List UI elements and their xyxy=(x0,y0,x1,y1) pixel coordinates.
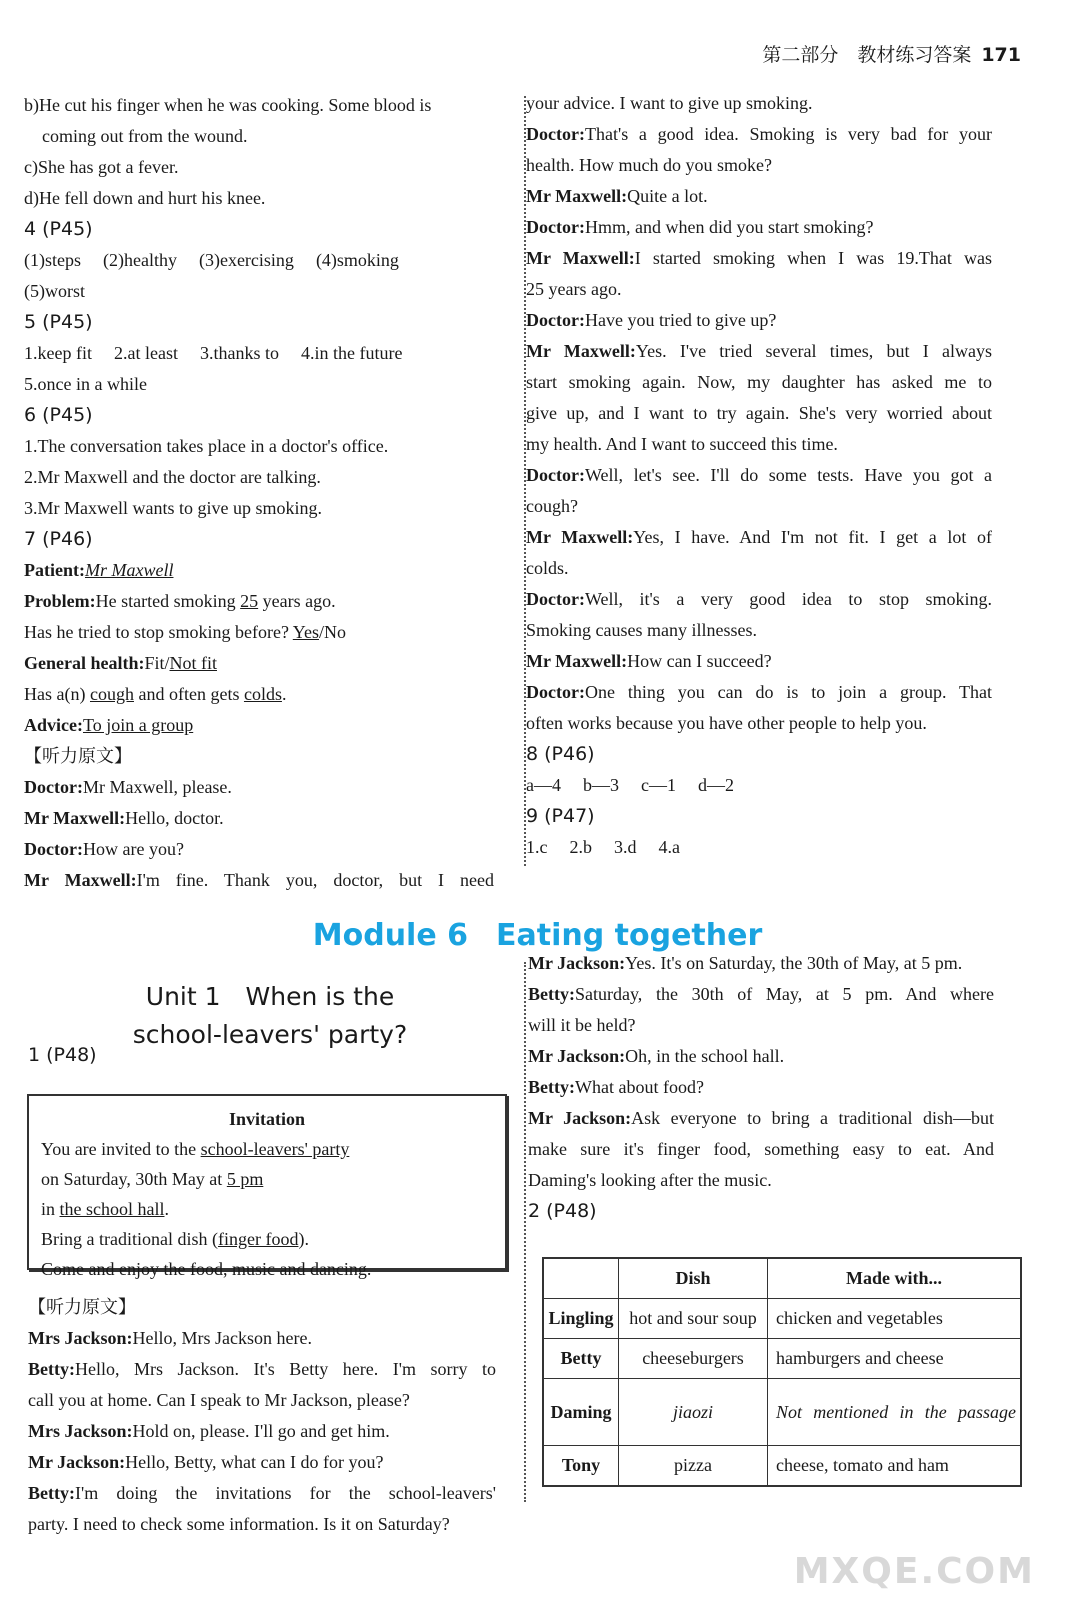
answer-item: 4.a xyxy=(658,837,680,857)
text: Yes. It's on Saturday, the 30th of May, at 5 pm. xyxy=(625,953,963,973)
speaker-label: Doctor: xyxy=(526,465,585,485)
text-line xyxy=(24,121,494,152)
text: Hold on, please. I'll go and get him. xyxy=(132,1421,390,1441)
text: in xyxy=(41,1199,60,1219)
answer-item: b—3 xyxy=(583,775,619,795)
text-line xyxy=(526,429,992,460)
text-line xyxy=(24,834,494,865)
answer: school-leavers' party xyxy=(200,1139,350,1159)
text: Hello, Betty, what can I do for you? xyxy=(125,1452,384,1472)
table-row xyxy=(543,1446,1021,1487)
text: Hmm, and when did you start smoking? xyxy=(584,217,874,237)
text: You are invited to the xyxy=(41,1139,201,1159)
text: party. I need to check some information. Is it on Saturday? xyxy=(28,1514,450,1534)
text: 4 (P45) xyxy=(24,218,93,240)
section-label xyxy=(24,400,494,431)
text-line xyxy=(24,617,494,648)
text-line xyxy=(526,584,992,615)
text-line xyxy=(24,90,494,121)
text-line xyxy=(24,741,494,772)
text: 25 years ago. xyxy=(526,279,622,299)
answer: Yes xyxy=(292,622,319,642)
right-column-top xyxy=(526,88,992,863)
speaker-label: Doctor: xyxy=(526,310,585,330)
answer-item: 2.b xyxy=(569,837,592,857)
text-line xyxy=(526,615,992,646)
table-row xyxy=(543,1339,1021,1379)
text: 6 (P45) xyxy=(24,404,93,426)
speaker-label: Betty: xyxy=(28,1483,75,1503)
text-line xyxy=(526,88,992,119)
text: call you at home. Can I speak to Mr Jackson, please? xyxy=(28,1390,410,1410)
answer: To join a group xyxy=(82,715,194,735)
text-line xyxy=(526,274,992,305)
answer-item: 4.in the future xyxy=(300,343,403,363)
student-name-cell: Daming xyxy=(543,1379,619,1446)
text: d)He fell down and hurt his knee. xyxy=(24,188,266,208)
speaker-label: Mr Maxwell: xyxy=(526,527,634,547)
text-line xyxy=(528,1041,994,1072)
speaker-label: Doctor: xyxy=(526,217,585,237)
speaker-label: Mr Jackson: xyxy=(28,1452,126,1472)
section-label xyxy=(526,739,992,770)
text-line xyxy=(528,1165,994,1196)
text: I started smoking when I was 19.That was xyxy=(634,248,992,268)
made-with-cell: hamburgers and cheese xyxy=(768,1339,1022,1379)
text: One thing you can do is to join a group. That xyxy=(584,682,992,702)
made-with-cell: Not mentioned in the passage xyxy=(768,1379,1022,1446)
text: Smoking causes many illnesses. xyxy=(526,620,757,640)
section-label xyxy=(24,524,494,555)
speaker-label: Advice: xyxy=(24,715,83,735)
text-line xyxy=(24,648,494,679)
table-row xyxy=(543,1299,1021,1339)
answer-item: c—1 xyxy=(641,775,676,795)
text-line xyxy=(24,772,494,803)
speaker-label: Mr Jackson: xyxy=(528,1108,632,1128)
module-number: Module 6 xyxy=(312,918,468,953)
text: 【听力原文】 xyxy=(28,1297,136,1317)
speaker-label: Doctor: xyxy=(24,839,83,859)
text: 9 (P47) xyxy=(526,805,595,827)
text-line xyxy=(526,491,992,522)
text-line xyxy=(526,336,992,367)
invitation-line xyxy=(41,1194,493,1224)
speaker-label: Mr Jackson: xyxy=(528,953,626,973)
text-line xyxy=(24,586,494,617)
text-line xyxy=(28,1323,496,1354)
text: I'm doing the invitations for the school-leavers' xyxy=(74,1483,496,1503)
answer: 5 pm xyxy=(226,1169,264,1189)
text-line xyxy=(528,979,994,1010)
text: 5.once in a while xyxy=(24,374,147,394)
text: That's a good idea. Smoking is very bad for your xyxy=(584,124,992,144)
text: Well, let's see. I'll do some tests. Have you got a xyxy=(584,465,992,485)
table-header-cell: Made with... xyxy=(768,1258,1022,1299)
section-label xyxy=(24,307,494,338)
text-line xyxy=(28,1292,496,1323)
text-line xyxy=(528,1134,994,1165)
answer: 25 xyxy=(240,591,259,611)
column-divider-bottom xyxy=(524,962,526,1502)
unit-title-line2: school-leavers' party? xyxy=(132,1020,408,1049)
answer-item: (2)healthy xyxy=(103,250,177,270)
answer-item: d—2 xyxy=(698,775,734,795)
text-line xyxy=(528,1072,994,1103)
section-label xyxy=(24,214,494,245)
text: Mr Maxwell, please. xyxy=(82,777,232,797)
text: my health. And I want to succeed this time. xyxy=(526,434,838,454)
text-line xyxy=(24,183,494,214)
page-header xyxy=(762,40,1021,67)
text-line xyxy=(526,646,992,677)
text: Oh, in the school hall. xyxy=(625,1046,785,1066)
text: I'm fine. Thank you, doctor, but I need xyxy=(136,870,494,890)
answer: finger food xyxy=(217,1229,299,1249)
text-line xyxy=(24,431,494,462)
text-line xyxy=(28,1478,496,1509)
text-line xyxy=(24,555,494,586)
speaker-label: Patient: xyxy=(24,560,85,580)
text: b)He cut his finger when he was cooking. Some blood is xyxy=(24,95,432,115)
text-line xyxy=(526,708,992,739)
text-line xyxy=(24,679,494,710)
watermark: MXQE.COM xyxy=(793,1551,1035,1592)
answer-item: 1.c xyxy=(526,837,548,857)
speaker-label: Doctor: xyxy=(526,589,585,609)
text: coming out from the wound. xyxy=(42,126,248,146)
text-line xyxy=(526,181,992,212)
text-line xyxy=(24,493,494,524)
answer-item: 3.thanks to xyxy=(199,343,279,363)
text-line xyxy=(528,948,994,979)
speaker-label: Doctor: xyxy=(526,124,585,144)
text-line xyxy=(24,369,494,400)
dish-cell: hot and sour soup xyxy=(619,1299,768,1339)
text-line xyxy=(28,1385,496,1416)
speaker-label: Doctor: xyxy=(526,682,585,702)
table-header-row xyxy=(543,1258,1021,1299)
answer: Mr Maxwell xyxy=(84,560,174,580)
text: Has a(n) xyxy=(24,684,90,704)
text: Well, it's a very good idea to stop smoking. xyxy=(584,589,992,609)
speaker-label: Betty: xyxy=(28,1359,75,1379)
text: . xyxy=(281,684,287,704)
text: Quite a lot. xyxy=(627,186,708,206)
text-line xyxy=(526,832,992,863)
text-line xyxy=(526,305,992,336)
answer-item: 3.d xyxy=(614,837,637,857)
dish-cell: cheeseburgers xyxy=(619,1339,768,1379)
module-name: Eating together xyxy=(496,918,763,953)
speaker-label: Mr Maxwell: xyxy=(526,248,635,268)
text: 5 (P45) xyxy=(24,311,93,333)
text-line xyxy=(526,677,992,708)
column-divider-top xyxy=(524,96,526,866)
text-line xyxy=(28,1447,496,1478)
text: 2.Mr Maxwell and the doctor are talking. xyxy=(24,467,321,487)
text-line xyxy=(24,276,494,307)
right-column-bottom xyxy=(528,948,994,1227)
text: He started smoking xyxy=(95,591,241,611)
text: Ask everyone to bring a traditional dish—but xyxy=(631,1108,994,1128)
text-line xyxy=(526,553,992,584)
text-line xyxy=(24,338,494,369)
invitation-line xyxy=(41,1224,493,1254)
speaker-label: Doctor: xyxy=(24,777,83,797)
text-line xyxy=(526,367,992,398)
text: and often gets xyxy=(133,684,244,704)
text: give up, and I want to try again. She's very worried about xyxy=(526,403,992,423)
text: colds. xyxy=(526,558,569,578)
speaker-label: Mrs Jackson: xyxy=(28,1328,133,1348)
invitation-line xyxy=(41,1134,493,1164)
text: Saturday, the 30th of May, at 5 pm. And where xyxy=(574,984,994,1004)
text-line xyxy=(24,462,494,493)
section-label xyxy=(526,801,992,832)
speaker-label: Betty: xyxy=(528,1077,575,1097)
text: . xyxy=(164,1199,169,1219)
answer-item: (1)steps xyxy=(24,250,81,270)
text: Yes, I have. And I'm not fit. I get a lot of xyxy=(633,527,993,547)
text: How are you? xyxy=(82,839,184,859)
text: Have you tried to give up? xyxy=(584,310,777,330)
text: Hello, doctor. xyxy=(125,808,224,828)
text: Fit/ xyxy=(144,653,170,673)
text-line xyxy=(24,710,494,741)
text: years ago. xyxy=(258,591,336,611)
invitation-line xyxy=(41,1164,493,1194)
text-line xyxy=(526,522,992,553)
text-line xyxy=(526,119,992,150)
invitation-line: Come and enjoy the food, music and dancing. xyxy=(41,1259,372,1279)
table-row xyxy=(543,1379,1021,1446)
text: on Saturday, 30th May at xyxy=(41,1169,227,1189)
text-line xyxy=(24,245,494,276)
text-line xyxy=(24,865,494,896)
speaker-label: Mr Maxwell: xyxy=(526,186,628,206)
text-line xyxy=(528,1103,994,1134)
dish-cell: pizza xyxy=(619,1446,768,1487)
speaker-label: Mr Maxwell: xyxy=(24,808,126,828)
text: 2 (P48) xyxy=(528,1200,597,1222)
text-line xyxy=(526,150,992,181)
answer: the school hall xyxy=(59,1199,165,1219)
text: 【听力原文】 xyxy=(24,746,132,766)
exercise-label: 1 (P48) xyxy=(28,1044,97,1066)
answer-item: (4)smoking xyxy=(315,250,399,270)
header-section: 第二部分 教材练习答案 xyxy=(762,44,972,66)
text: cough? xyxy=(526,496,578,516)
text: How can I succeed? xyxy=(627,651,772,671)
text: make sure it's finger food, something easy to eat. And xyxy=(528,1139,994,1159)
invitation-title: Invitation xyxy=(228,1109,306,1129)
speaker-label: Betty: xyxy=(528,984,575,1004)
answer: cough xyxy=(89,684,134,704)
student-name-cell: Betty xyxy=(543,1339,619,1379)
table-header-cell xyxy=(543,1258,619,1299)
text: 7 (P46) xyxy=(24,528,93,550)
speaker-label: General health: xyxy=(24,653,145,673)
speaker-label: Mr Maxwell: xyxy=(24,870,137,890)
text: health. How much do you smoke? xyxy=(526,155,772,175)
text: c)She has got a fever. xyxy=(24,157,179,177)
text: Daming's looking after the music. xyxy=(528,1170,772,1190)
answer: Not fit xyxy=(169,653,217,673)
text: often works because you have other people to help you. xyxy=(526,713,927,733)
text-line xyxy=(28,1354,496,1385)
answer-item: (3)exercising xyxy=(198,250,294,270)
text: What about food? xyxy=(574,1077,704,1097)
text: start smoking again. Now, my daughter has asked me to xyxy=(526,372,992,392)
answer-item: 2.at least xyxy=(113,343,178,363)
text-line xyxy=(28,1509,496,1540)
speaker-label: Mr Maxwell: xyxy=(526,651,628,671)
speaker-label: Problem: xyxy=(24,591,96,611)
answer-item: 1.keep fit xyxy=(24,343,92,363)
speaker-label: Mrs Jackson: xyxy=(28,1421,133,1441)
student-name-cell: Lingling xyxy=(543,1299,619,1339)
text: Bring a traditional dish ( xyxy=(41,1229,218,1249)
text: Has he tried to stop smoking before? xyxy=(24,622,293,642)
text: /No xyxy=(318,622,346,642)
text: Hello, Mrs Jackson. It's Betty here. I'm sorry to xyxy=(74,1359,496,1379)
page-number: 171 xyxy=(981,44,1021,66)
unit-title-line1: Unit 1 When is the xyxy=(145,982,395,1011)
text-line xyxy=(526,398,992,429)
text-line xyxy=(528,1010,994,1041)
table-header-cell: Dish xyxy=(619,1258,768,1299)
dish-table xyxy=(542,1257,1022,1487)
text-line xyxy=(24,803,494,834)
student-name-cell: Tony xyxy=(543,1446,619,1487)
answer: colds xyxy=(243,684,282,704)
made-with-cell: cheese, tomato and ham xyxy=(768,1446,1022,1487)
text: 3.Mr Maxwell wants to give up smoking. xyxy=(24,498,322,518)
text-line xyxy=(526,212,992,243)
text-line xyxy=(28,1416,496,1447)
speaker-label: Mr Jackson: xyxy=(528,1046,626,1066)
left-column-top xyxy=(24,90,494,896)
text: 1.The conversation takes place in a doctor's office. xyxy=(24,436,389,456)
unit-title xyxy=(26,978,514,1054)
left-column-bottom xyxy=(28,1292,496,1540)
section-label xyxy=(528,1196,994,1227)
invitation-box xyxy=(27,1094,507,1279)
dish-cell: jiaozi xyxy=(619,1379,768,1446)
speaker-label: Mr Maxwell: xyxy=(526,341,636,361)
text: 8 (P46) xyxy=(526,743,595,765)
text-line xyxy=(526,770,992,801)
made-with-cell: chicken and vegetables xyxy=(768,1299,1022,1339)
text: ). xyxy=(298,1229,309,1249)
text: (5)worst xyxy=(24,281,85,301)
text: Yes. I've tried several times, but I always xyxy=(635,341,992,361)
text-line xyxy=(24,152,494,183)
text: will it be held? xyxy=(528,1015,636,1035)
text: your advice. I want to give up smoking. xyxy=(526,93,813,113)
text-line xyxy=(526,243,992,274)
answer-item: a—4 xyxy=(526,775,561,795)
text: Hello, Mrs Jackson here. xyxy=(132,1328,312,1348)
text-line xyxy=(526,460,992,491)
